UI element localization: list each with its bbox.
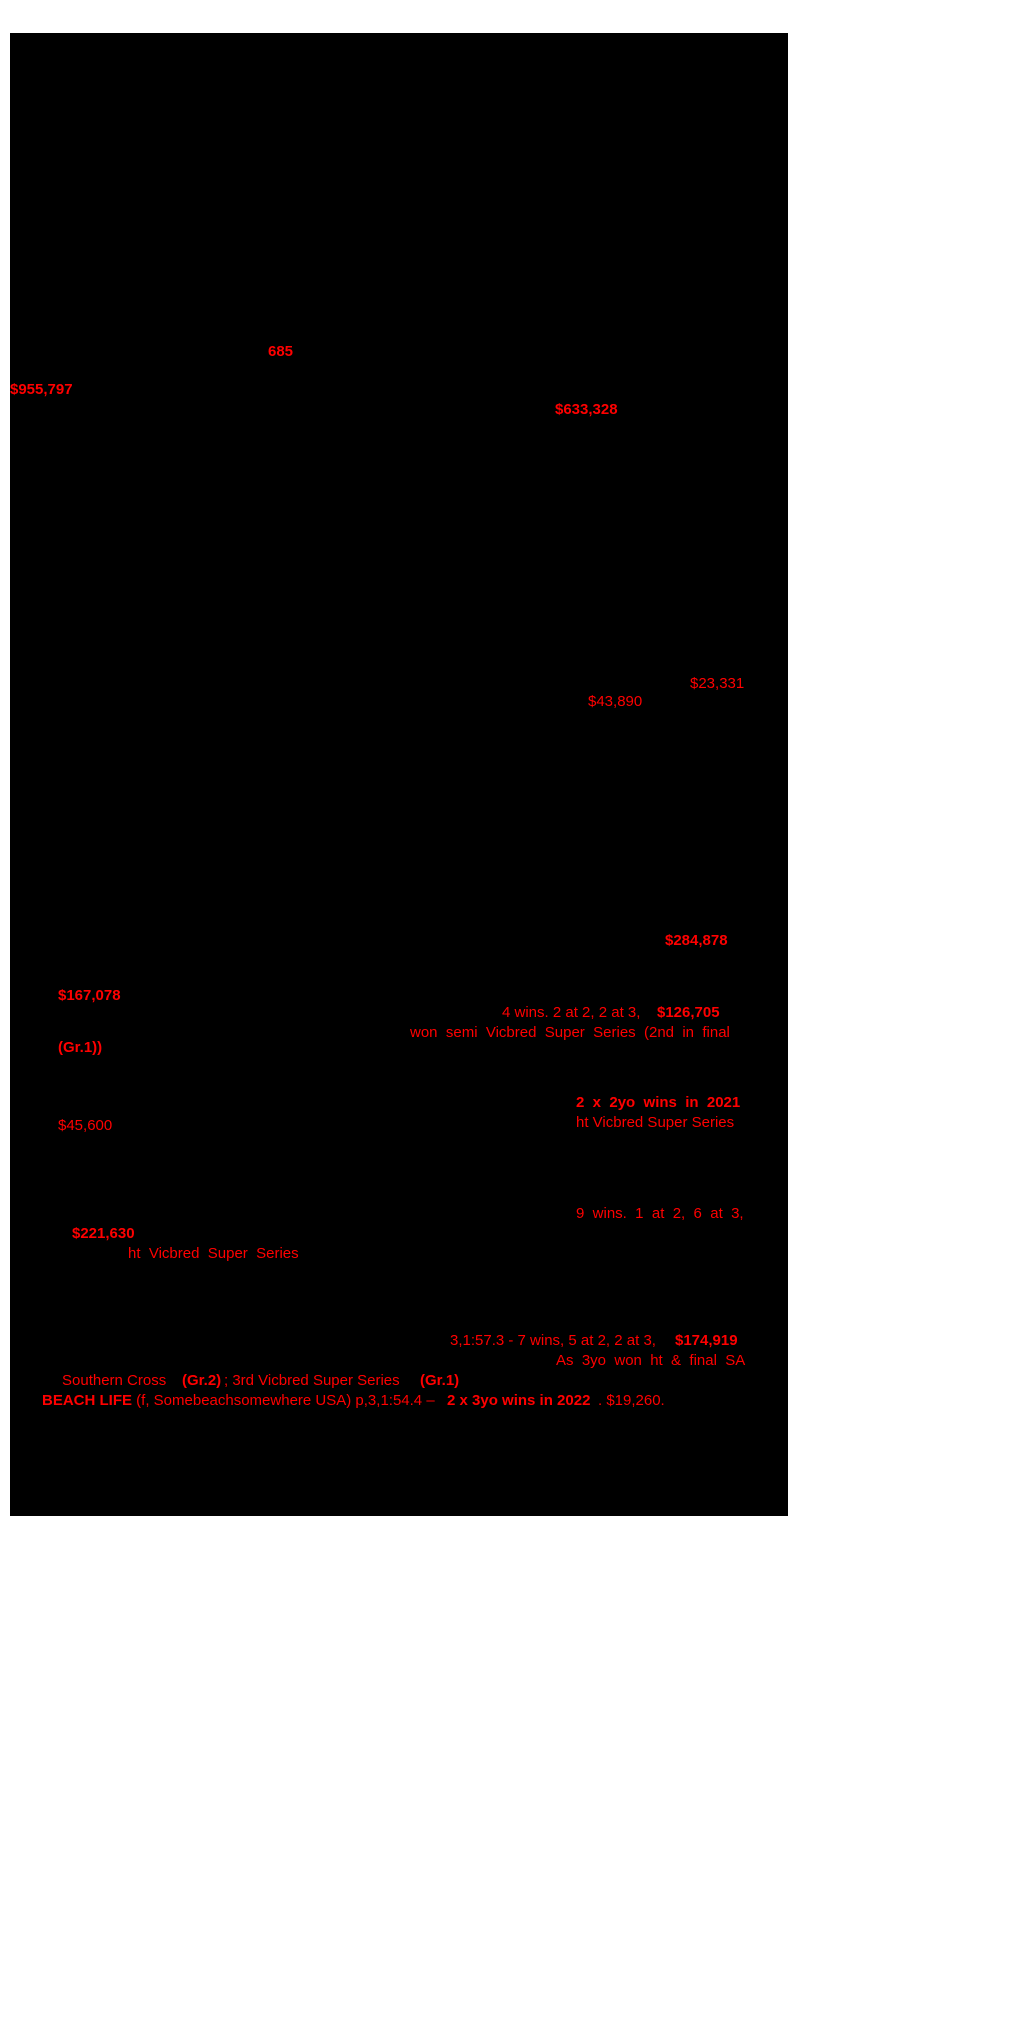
grade-gr1: (Gr.1)	[420, 1372, 460, 1389]
value-167078: $167,078	[58, 987, 121, 1004]
grade-gr2: (Gr.2)	[182, 1372, 222, 1389]
note-3rd-vicbred-super-series: ; 3rd Vicbred Super Series	[224, 1372, 404, 1389]
value-955797: $955,797	[10, 381, 73, 398]
pedigree-beach-life: (f, Somebeachsomewhere USA) p,3,1:54.4 –	[132, 1392, 439, 1409]
value-43890: $43,890	[588, 693, 643, 710]
value-19260: . $19,260.	[598, 1392, 665, 1409]
record-2x2yo-wins-2021: 2 x 2yo wins in 2021	[576, 1094, 741, 1111]
record-2x3yo-wins-2022: 2 x 3yo wins in 2022	[447, 1392, 591, 1409]
note-as-3yo-won-ht-final-sa: As 3yo won ht & final SA	[556, 1352, 746, 1369]
value-633328: $633,328	[555, 401, 618, 418]
note-ht-vicbred-super-series-1: ht Vicbred Super Series	[128, 1245, 299, 1262]
value-126705: $126,705	[657, 1004, 720, 1021]
record-4-wins: 4 wins. 2 at 2, 2 at 3,	[502, 1004, 645, 1021]
value-45600: $45,600	[58, 1117, 113, 1134]
horse-name-beach-life: BEACH LIFE	[42, 1392, 132, 1409]
record-9-wins: 9 wins. 1 at 2, 6 at 3,	[576, 1205, 744, 1222]
note-ht-vicbred-super-series-2: ht Vicbred Super Series	[576, 1114, 735, 1131]
note-won-semi-vicbred: won semi Vicbred Super Series (2nd in final	[410, 1024, 730, 1041]
document-panel	[10, 33, 788, 1516]
value-221630: $221,630	[72, 1225, 135, 1242]
note-southern-cross: Southern Cross	[62, 1372, 171, 1389]
record-7-wins: 3,1:57.3 - 7 wins, 5 at 2, 2 at 3,	[450, 1332, 661, 1349]
value-23331: $23,331	[690, 675, 745, 692]
value-685: 685	[268, 343, 294, 360]
grade-note-gr1: (Gr.1))	[58, 1039, 103, 1056]
value-174919: $174,919	[675, 1332, 738, 1349]
value-284878: $284,878	[665, 932, 728, 949]
